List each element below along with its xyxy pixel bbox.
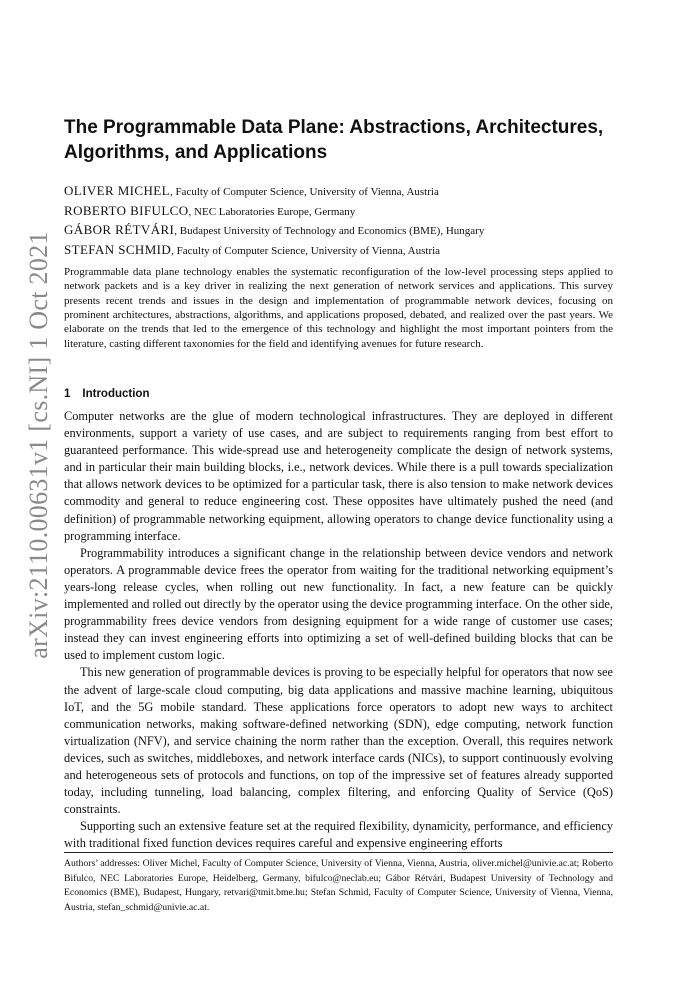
introduction-body (64, 408, 613, 852)
arxiv-identifier: arXiv:2110.00631v1 [cs.NI] 1 Oct 2021 (24, 231, 53, 659)
section-title: Introduction (82, 388, 150, 400)
section-number: 1 (64, 388, 71, 400)
body-paragraph: Programmability introduces a significant change in the relationship between device vendors and network operators. A programmable device frees the operator from waiting for the traditional networking equipment’s years-long release cycles, when rolling out new functionality. In fact, a new feature can be quickly implemented and rolled out directly by the operator using the device programming interface. On the other side, programmability frees device vendors from designing equipment for a wide range of customer use cases; instead they can invest engineering efforts into optimizing a set of well-defined building blocks that can be used to implement custom logic. (64, 545, 613, 663)
author-affiliation: , Budapest University of Technology and Economics (BME), Hungary (174, 225, 485, 238)
arxiv-sidebar-stamp (8, 210, 70, 680)
author-name: ROBERTO BIFULCO (64, 202, 189, 218)
footnote-divider (64, 852, 613, 853)
author-affiliation: , NEC Laboratories Europe, Germany (188, 205, 356, 218)
author-entry (64, 221, 624, 241)
author-name: OLIVER MICHEL (64, 183, 170, 198)
abstract: Programmable data plane technology enables the systematic reconfiguration of the low-level processing steps applied to network packets and is a key driver in realizing the next generation of network services and applications. This survey presents recent trends and issues in the design and implementation of programmable network devices, focusing on prominent architectures, abstractions, algorithms, and applications proposed, debated, and realized over the past years. We elaborate on the trends that led to the emergence of this technology and highlight the most important pointers from the literature, casting different taxonomies for the field and identifying avenues for future research. (64, 266, 613, 350)
author-entry (64, 241, 624, 261)
paper-title: The Programmable Data Plane: Abstractions, Architectures, Algorithms, and Applications (64, 117, 604, 163)
body-paragraph: This new generation of programmable devices is proving to be especially helpful for operators that now see the advent of large-scale cloud computing, big data applications and massive machine learning, ubiquitous IoT, and the 5G mobile standard. These applications force operators to adopt new ways to architect communication networks, making software-defined networking (SDN), edge computing, network function virtualization (NFV), and service chaining the norm rather than the exception. Overall, this requires network devices, such as switches, middleboxes, and network interface cards (NICs), to support continuously evolving and heterogeneous sets of protocols and functions, on top of the impressive set of features already supported today, including tunneling, load balancing, complex filtering, and enforcing Quality of Service (QoS) constraints. (64, 665, 613, 817)
body-paragraph: Computer networks are the glue of modern technological infrastructures. They are deployed in different environments, support a variety of use cases, and are subject to requirements ranging from best effort to guaranteed performance. This wide-spread use and heterogeneity complicate the design of network systems, and in particular their main building blocks, i.e., network devices. While there is a pull towards specialization that allows network devices to be optimized for a particular task, there is also tension to make network devices commodity and general to reduce engineering cost. These opposites have ultimately pushed the need (and definition) of programmable networking equipment, allowing operators to change device functionality using a programming interface. (64, 409, 613, 543)
author-name: STEFAN SCHMID (64, 241, 172, 257)
author-affiliation: , Faculty of Computer Science, University of Vienna, Austria (171, 244, 441, 257)
author-entry (64, 202, 624, 222)
authors-addresses-footnote: Authors’ addresses: Oliver Michel, Faculty of Computer Science, University of Vienna, Vienna, Austria, oliver.michel@univie.ac.at; Roberto Bifulco, NEC Laboratories Europe, Heidelberg, Germany, bifulco@neclab.eu; Gábor Rétvári, Budapest University of Technology and Economics (BME), Budapest, Hungary, retvari@tmit.bme.hu; Stefan Schmid, Faculty of Computer Science, University of Vienna, Vienna, Austria, stefan_schmid@univie.ac.at. (64, 858, 613, 913)
author-name: GÁBOR RÉTVÁRI (64, 222, 175, 238)
author-affiliation: , Faculty of Computer Science, University of Vienna, Austria (169, 186, 439, 198)
author-entry (64, 182, 624, 202)
body-paragraph: Supporting such an extensive feature set at the required flexibility, dynamicity, performance, and efficiency with traditional fixed function devices requires careful and expensive engineering efforts (64, 819, 613, 851)
author-list (64, 182, 624, 260)
section-heading (64, 388, 149, 400)
